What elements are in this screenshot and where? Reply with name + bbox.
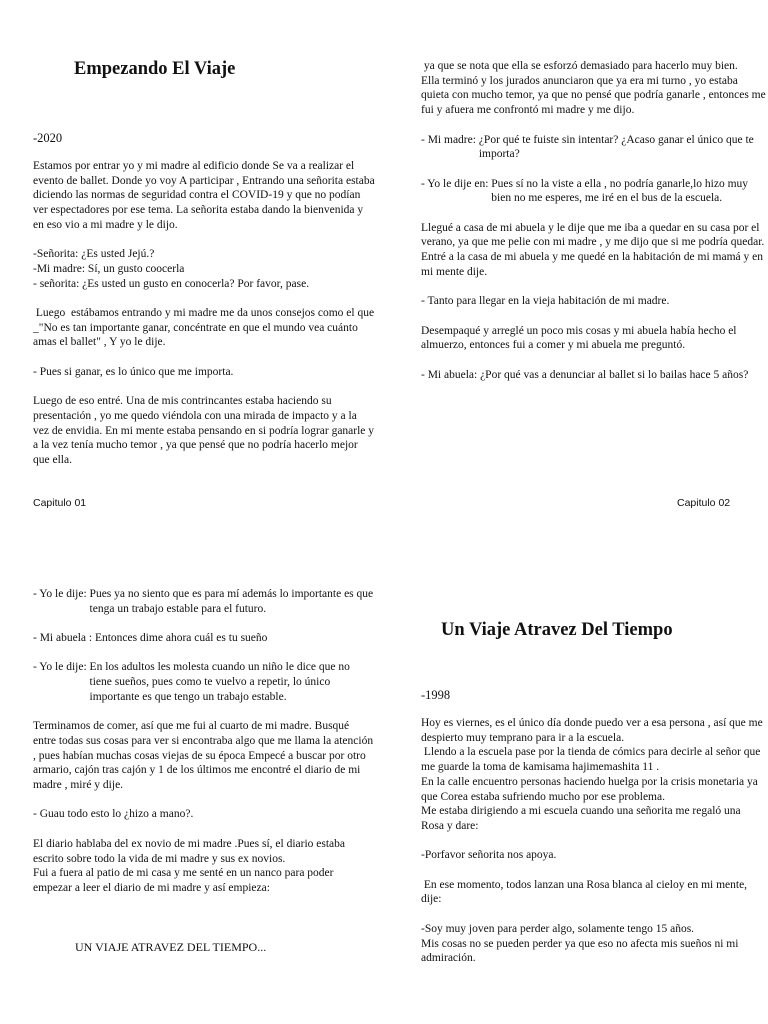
dialogue-line: - Guau todo esto lo ¿hizo a mano?. [33, 808, 194, 821]
dialogue-mi-abuela [33, 631, 375, 646]
dialogue-text: ¿Por qué vas a denunciar al ballet si lo bailas hace 5 años? [480, 368, 749, 381]
dialogue-line: -Señorita: ¿Es usted Jejú.? [33, 248, 155, 261]
paragraph: En la calle encuentro personas haciendo huelga por la crisis monetaria ya que Corea estaba sufriendo mucho por ese problema. [421, 775, 758, 803]
dialogue-text: ¿Por qué te fuiste sin intentar? ¿Acaso ganar el único que te importa? [478, 133, 754, 161]
page-body [421, 59, 766, 382]
dialogue-text: Pues ya no siento que es para mí además lo importante es que tenga un trabajo estable para el futuro. [89, 588, 374, 615]
speaker-label: - Yo le dije: [33, 588, 90, 600]
speaker-label: - Mi madre: [421, 133, 479, 146]
dialogue-text: Pues sí no la viste a ella , no podría ganarle,lo hizo muy bien no me esperes, me iré en el bus de la escuela. [491, 177, 749, 205]
dialogue-line: - Tanto para llegar en la vieja habitación de mi madre. [421, 295, 670, 308]
dialogue-line: -Soy muy joven para perder algo, solamente tengo 15 años. [421, 922, 695, 935]
dialogue-yo [421, 177, 766, 206]
chapter-title: Empezando El Viaje [74, 59, 236, 79]
speaker-label: - Yo le dije: [33, 661, 90, 674]
paragraph: Llendo a la escuela pase por la tienda de cómics para decirle al señor que me guarde la toma de kamisama hajimemashita 11 . [421, 746, 764, 774]
paragraph: Luego estábamos entrando y mi madre me da unos consejos como el que _"No es tan importante ganar, concéntrate en que el mundo vea cuánto amas el ballet" , Y yo le dije. [33, 307, 377, 349]
dialogue-line: -Porfavor señorita nos apoya. [421, 849, 557, 862]
dialogue-yo [33, 660, 375, 704]
page-capitulo-03 [0, 512, 384, 1024]
paragraph: Llegué a casa de mi abuela y le dije que me iba a quedar en su casa por el verano, ya que me pelie con mi madre , y me dijo que si me podría quedar. [421, 221, 765, 249]
page-body [33, 587, 375, 896]
paragraph: Terminamos de comer, así que me fui al cuarto de mi madre. Busqué entre todas sus cosas para ver si encontraba algo que me llama la atención , pues habían muchas cosas viejas de su época Empecé a buscar por otro armario, cajón tras cajón y 1 de los últimos me encontré el diario de mi madre , miré y dije. [33, 720, 374, 792]
page-capitulo-01 [0, 0, 384, 512]
page-capitulo-04 [384, 512, 768, 1024]
dialogue-line: - señorita: ¿Es usted un gusto en conocerla? Por favor, pase. [33, 277, 310, 290]
year-label: -1998 [421, 688, 451, 702]
paragraph: Luego de eso entré. Una de mis contrincantes estaba haciendo su presentación , yo me quedo viéndola con una mirada de impacto y a la vez de envidia. En mi mente estaba pensando en si podría lograr ganarle y a la vez tenía mucho temor , ya que pensé que no podría hacerlo mejor que ella. [33, 395, 375, 466]
chapter-label: Capitulo 02 [677, 497, 731, 509]
paragraph: Me estaba dirigiendo a mi escuela cuando una señorita me regaló una Rosa y dare: [421, 805, 741, 832]
page-body [421, 716, 766, 966]
speaker-label: - Mi abuela : [33, 632, 95, 645]
paragraph: Fui a fuera al patio de mi casa y me senté en un nanco para poder empezar a leer el diario de mi madre y así empieza: [33, 867, 334, 894]
speaker-label: - Yo le dije en: [421, 177, 492, 190]
paragraph: El diario hablaba del ex novio de mi madre .Pues sí, el diario estaba escrito sobre todo la vida de mi madre y sus ex novios. [33, 837, 346, 865]
paragraph: Entré a la casa de mi abuela y me quedé en la habitación de mi mamá y en mi mente dije. [421, 251, 763, 278]
paragraph: Hoy es viernes, es el único día donde puedo ver a esa persona , así que me despierto muy temprano para ir a la escuela. [421, 717, 763, 744]
paragraph: Estamos por entrar yo y mi madre al edificio donde Se va a realizar el evento de ballet. Donde yo voy A participar , Entrando una señorita estaba diciendo las normas de seguridad contra el COVID-19 y que no podían ver espectadores por ese tema. La señorita estaba dando la bienvenida y en eso vio a mi madre y le dijo. [33, 160, 375, 231]
paragraph: ya que se nota que ella se esforzó demasiado para hacerlo muy bien. [421, 60, 738, 72]
closing-line: UN VIAJE ATRAVEZ DEL TIEMPO... [75, 940, 267, 954]
paragraph: En ese momento, todos lanzan una Rosa blanca al cieloy en mi mente, dije: [421, 878, 750, 906]
dialogue-mi-abuela [421, 368, 766, 383]
dialogue-yo [33, 587, 375, 616]
chapter-label: Capitulo 01 [33, 497, 87, 509]
year-label: -2020 [33, 131, 63, 145]
speaker-label: - Mi abuela: [421, 368, 481, 381]
dialogue-mi-madre [421, 133, 766, 162]
dialogue-line: - Pues si ganar, es lo único que me importa. [33, 365, 234, 378]
paragraph: Desempaqué y arreglé un poco mis cosas y mi abuela había hecho el almuerzo, entonces fui a comer y mi abuela me preguntó. [421, 324, 737, 352]
paragraph: Mis cosas no se pueden perder ya que eso no afecta mis sueños ni mi admiración. [421, 937, 739, 965]
dialogue-line: -Mi madre: Sí, un gusto coocerla [33, 262, 185, 275]
chapter-title: Un Viaje Atravez Del Tiempo [441, 620, 673, 640]
dialogue-text: En los adultos les molesta cuando un niño le dice que no tiene sueños, pues como te vuelvo a repetir, lo único importante es que tengo un trabajo estable. [89, 661, 350, 703]
dialogue-text: Entonces dime ahora cuál es tu sueño [94, 632, 268, 645]
page-capitulo-02 [384, 0, 768, 512]
paragraph: Ella terminó y los jurados anunciaron que ya era mi turno , yo estaba quieta con mucho temor, ya que no pensé que podría ganarle , entonces me fui y afuera me confrontó mi madre y me dijo. [421, 74, 766, 117]
page-body [33, 159, 375, 468]
